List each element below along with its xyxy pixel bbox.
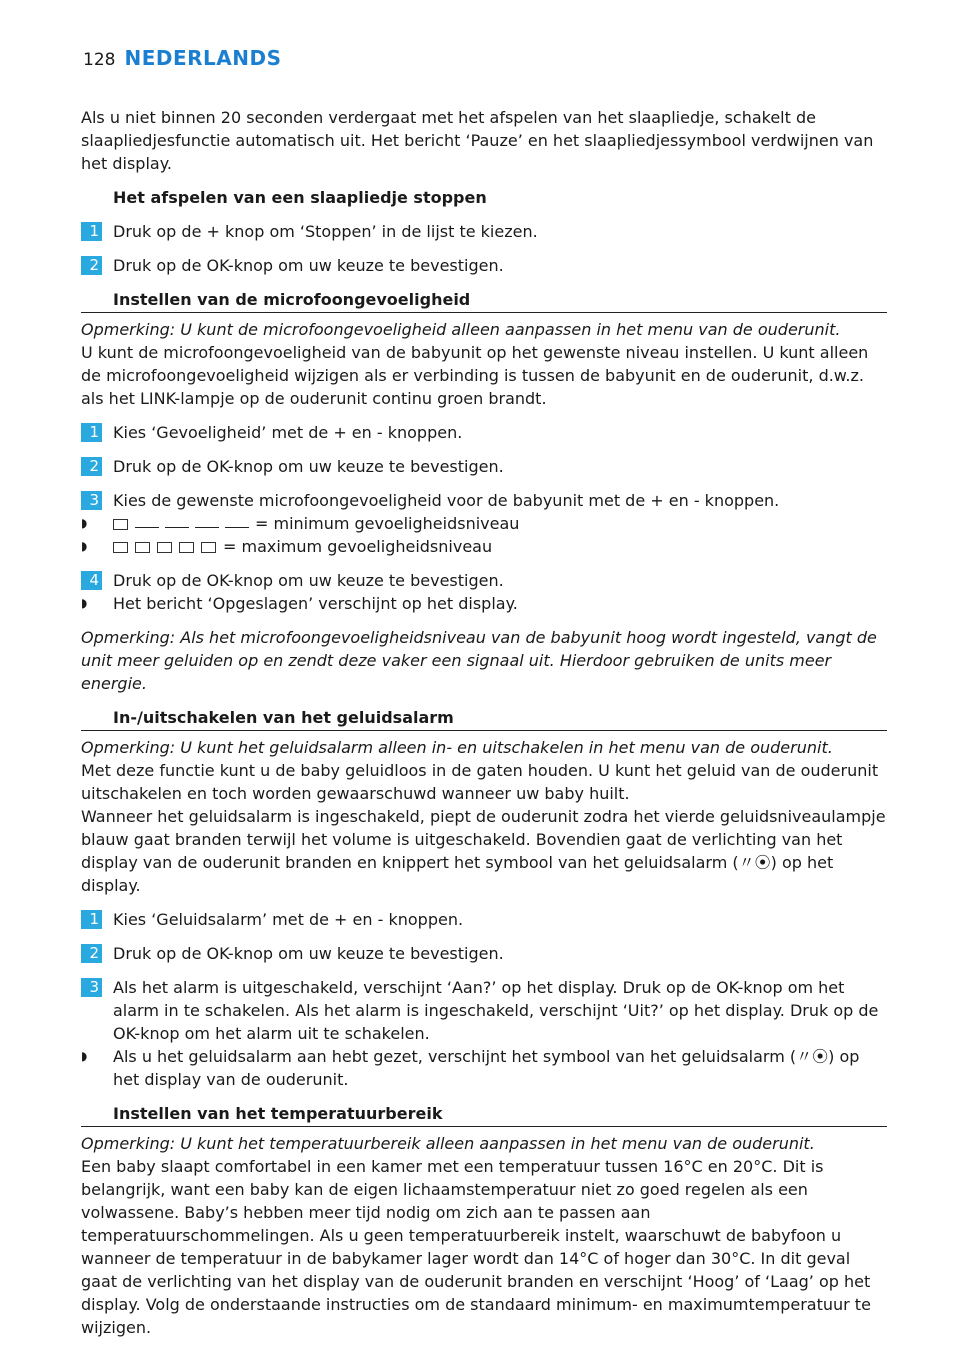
stop-lullaby-heading: Het afspelen van een slaapliedje stoppen [113, 188, 487, 207]
level-box-icon [135, 542, 150, 553]
bullet-icon: ◗ [81, 516, 88, 530]
level-box-icon [179, 542, 194, 553]
level-box-icon [201, 542, 216, 553]
mic-step-1 [81, 421, 887, 444]
level-max-item [81, 535, 887, 558]
language-heading: NEDERLANDS [124, 46, 282, 70]
mic-sensitivity-heading: Instellen van de microfoongevoeligheid [81, 288, 887, 313]
sound-alarm-heading: In-/uitschakelen van het geluidsalarm [81, 706, 887, 731]
mic-note-2: Opmerking: Als het microfoongevoeligheidsniveau van de babyunit hoog wordt ingesteld, vangt de unit meer geluiden op en zendt deze vaker een signaal uit. Hierdoor gebruiken de units meer energie. [81, 628, 877, 693]
step-number: 3 [81, 978, 102, 997]
bullet-icon: ◗ [81, 539, 88, 553]
page-header [83, 46, 281, 70]
mic-note: Opmerking: U kunt de microfoongevoeligheid alleen aanpassen in het menu van de ouderunit. [81, 320, 841, 339]
step-text: Kies ‘Gevoeligheid’ met de + en - knoppen. [113, 423, 463, 442]
stop-step-1 [81, 220, 887, 243]
alarm-step-3 [81, 976, 887, 1045]
mic-step-4-result: ◗ Het bericht ‘Opgeslagen’ verschijnt op het display. [81, 594, 518, 613]
alarm-body-1: Met deze functie kunt u de baby geluidloos in de gaten houden. U kunt het geluid van de ouderunit uitschakelen en toch worden gewaarschuwd wanneer uw baby huilt. [81, 761, 879, 803]
alarm-step-1 [81, 908, 887, 931]
level-line-icon [195, 526, 219, 528]
alarm-note: Opmerking: U kunt het geluidsalarm alleen in- en uitschakelen in het menu van de ouderunit. [81, 738, 833, 757]
level-max-label: = maximum gevoeligheidsniveau [223, 537, 493, 556]
step-text: Druk op de OK-knop om uw keuze te bevestigen. [113, 571, 504, 590]
temperature-body: Een baby slaapt comfortabel in een kamer met een temperatuur tussen 16°C en 20°C. Dit is belangrijk, want een baby kan de eigen lichaamstemperatuur niet zo goed regelen als een volwassene. Baby’s hebben meer tijd nodig om zich aan te passen aan temperatuurschommelingen. Als u geen temperatuurbereik instelt, waarschuwt de babyfoon u wanneer de temperatuur in de babykamer lager wordt dan 14°C of hoger dan 30°C. In dit geval gaat de verlichting van het display van de ouderunit branden en verschijnt ‘Hoog’ of ‘Laag’ op het display. Volg de onderstaande instructies om de standaard minimum- en maximumtemperatuur te wijzigen. [81, 1157, 871, 1337]
alarm-body-2: Wanneer het geluidsalarm is ingeschakeld, piept de ouderunit zodra het vierde geluidsniveaulampje blauw gaat branden terwijl het volume is uitgeschakeld. Bovendien gaat de verlichting van het display van de ouderunit branden en knippert het symbool van het geluidsalarm (〃⦿) op het display. [81, 807, 886, 895]
bullet-icon: ◗ [81, 1049, 88, 1063]
step-text: Kies ‘Geluidsalarm’ met de + en - knoppen. [113, 910, 464, 929]
step-number: 1 [81, 910, 102, 929]
level-line-icon [165, 526, 189, 528]
mic-step-3 [81, 489, 887, 512]
temperature-note: Opmerking: U kunt het temperatuurbereik alleen aanpassen in het menu van de ouderunit. [81, 1134, 815, 1153]
mic-body: U kunt de microfoongevoeligheid van de babyunit op het gewenste niveau instellen. U kunt alleen de microfoongevoeligheid wijzigen als er verbinding is tussen de babyunit en de ouderunit, d.w.z. als het LINK-lampje op de ouderunit continu groen brandt. [81, 343, 869, 408]
alarm-result: ◗ Als u het geluidsalarm aan hebt gezet, verschijnt het symbool van het geluidsalarm (〃⦿) op het display van de ouderunit. [81, 1047, 860, 1089]
bullet-icon: ◗ [81, 596, 88, 610]
level-line-icon [225, 526, 249, 528]
step-text: Druk op de OK-knop om uw keuze te bevestigen. [113, 944, 504, 963]
mic-step-4 [81, 569, 887, 592]
level-box-icon [113, 542, 128, 553]
step-text: Kies de gewenste microfoongevoeligheid voor de babyunit met de + en - knoppen. [113, 491, 780, 510]
step-number: 2 [81, 944, 102, 963]
step-text: Druk op de OK-knop om uw keuze te bevestigen. [113, 457, 504, 476]
step-number: 2 [81, 256, 102, 275]
level-box-icon [113, 519, 128, 530]
level-box-icon [157, 542, 172, 553]
page-number: 128 [83, 50, 116, 70]
step-number: 1 [81, 222, 102, 241]
alarm-step-2 [81, 942, 887, 965]
step-number: 1 [81, 423, 102, 442]
temperature-heading: Instellen van het temperatuurbereik [81, 1102, 887, 1127]
level-line-icon [135, 526, 159, 528]
step-text: Als het alarm is uitgeschakeld, verschijnt ‘Aan?’ op het display. Druk op de OK-knop om het alarm in te schakelen. Als het alarm is ingeschakeld, verschijnt ‘Uit?’ op het display. Druk op de OK-knop om het alarm uit te schakelen. [113, 978, 879, 1043]
step-text: Druk op de + knop om ‘Stoppen’ in de lijst te kiezen. [113, 222, 538, 241]
step-number: 2 [81, 457, 102, 476]
step-number: 4 [81, 571, 102, 590]
step-text: Druk op de OK-knop om uw keuze te bevestigen. [113, 256, 504, 275]
stop-step-2 [81, 254, 887, 277]
step-number: 3 [81, 491, 102, 510]
level-min-label: = minimum gevoeligheidsniveau [255, 514, 520, 533]
page-content [81, 106, 887, 1350]
mic-step-2 [81, 455, 887, 478]
intro-paragraph: Als u niet binnen 20 seconden verdergaat met het afspelen van het slaapliedje, schakelt de slaapliedjesfunctie automatisch uit. Het bericht ‘Pauze’ en het slaapliedjessymbool verdwijnen van het display. [81, 108, 874, 173]
level-min-item [81, 512, 887, 535]
